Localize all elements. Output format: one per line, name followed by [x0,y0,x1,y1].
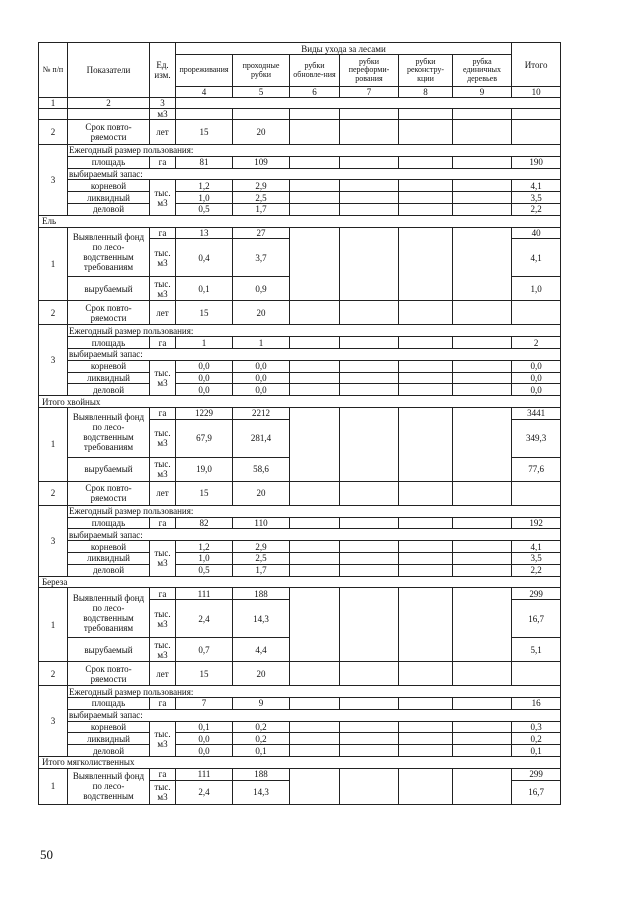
unit-cell: тыс. м3 [150,721,176,756]
unit-cell: лет [150,301,176,325]
empty-cell [399,721,453,733]
unit-cell: га [150,517,176,529]
empty-cell [340,372,399,384]
row-label: ликвидный [68,552,150,564]
value-cell: 7 [176,697,233,709]
empty-cell [340,733,399,745]
unit-cell: га [150,697,176,709]
total-cell: 4,1 [512,239,561,277]
value-cell: 20 [233,301,290,325]
row-number: 3 [39,686,68,757]
row-number: 3 [39,505,68,576]
unit-cell: тыс. м3 [150,180,176,215]
header-indicators: Показатели [68,43,150,98]
value-cell: 67,9 [176,419,233,457]
unit-cell: тыс. м3 [150,541,176,576]
row-label: Выявленный фонд по лесо-водственным [68,768,150,804]
empty-cell [39,109,68,120]
total-cell: 4,1 [512,180,561,192]
empty-cell [453,372,512,384]
value-cell: 1,7 [233,564,290,576]
empty-cell [290,203,340,215]
value-cell: 15 [176,120,233,145]
col-num-7: 7 [340,87,399,98]
empty-cell [290,721,340,733]
empty-cell [399,697,453,709]
col-num-8: 8 [399,87,453,98]
empty-cell [340,192,399,204]
value-cell: 1,0 [176,192,233,204]
empty-cell [512,120,561,145]
empty-cell [399,360,453,372]
empty-cell [290,180,340,192]
empty-cell [68,109,150,120]
value-cell: 0,0 [233,360,290,372]
row-label: корневой [68,541,150,553]
empty-cell [340,481,399,505]
empty-cell [290,192,340,204]
empty-cell [453,301,512,325]
empty-cell [453,721,512,733]
value-cell: 281,4 [233,419,290,457]
empty-cell [290,120,340,145]
value-cell: 4,4 [233,638,290,662]
empty-cell [290,360,340,372]
value-cell: 14,3 [233,780,290,804]
value-cell: 0,2 [233,721,290,733]
empty-cell [512,301,561,325]
empty-cell [453,768,512,804]
value-cell: 20 [233,481,290,505]
total-cell: 192 [512,517,561,529]
row-label: выбираемый запас: [68,168,561,180]
empty-cell [399,733,453,745]
row-label: корневой [68,721,150,733]
empty-cell [290,768,340,804]
empty-cell [512,662,561,686]
empty-cell [399,109,453,120]
header-care-types: Виды ухода за лесами [176,43,512,55]
value-cell: 1,2 [176,180,233,192]
col-num-3: 3 [150,98,176,109]
col-num-9: 9 [453,87,512,98]
empty-cell [399,337,453,349]
value-cell: 0,0 [176,745,233,757]
row-label: Выявленный фонд по лесо-водственным требованиям [68,227,150,277]
empty-cell [399,156,453,168]
empty-cell [453,697,512,709]
value-cell: 3,7 [233,239,290,277]
value-cell: 2212 [233,407,290,419]
value-cell: 0,0 [176,384,233,396]
empty-cell [453,227,512,301]
value-cell: 20 [233,662,290,686]
row-label: Срок повто-ряемости [68,662,150,686]
empty-cell [290,588,340,662]
unit-cell: тыс. м3 [150,239,176,277]
unit-cell: лет [150,120,176,145]
total-cell: 0,0 [512,360,561,372]
value-cell: 1,7 [233,203,290,215]
empty-cell [340,517,399,529]
value-cell: 1,2 [176,541,233,553]
forest-care-table [38,42,561,805]
empty-cell [290,384,340,396]
value-cell: 2,9 [233,180,290,192]
empty-cell [290,552,340,564]
total-cell: 5,1 [512,638,561,662]
row-label: деловой [68,203,150,215]
value-cell: 111 [176,588,233,600]
value-cell: 2,4 [176,780,233,804]
empty-cell [399,120,453,145]
empty-cell [512,109,561,120]
empty-cell [399,192,453,204]
value-cell: 27 [233,227,290,239]
empty-cell [340,180,399,192]
unit-cell: га [150,407,176,419]
total-cell: 0,0 [512,372,561,384]
empty-cell [340,109,399,120]
empty-cell [290,733,340,745]
empty-cell [453,192,512,204]
empty-cell [453,407,512,481]
empty-cell [233,109,290,120]
value-cell: 0,1 [233,745,290,757]
empty-cell [290,337,340,349]
header-thinning: прореживания [176,55,233,87]
value-cell: 0,0 [233,372,290,384]
unit-cell: га [150,337,176,349]
total-cell: 2,2 [512,203,561,215]
empty-cell [453,360,512,372]
empty-cell [453,203,512,215]
row-label: Ежегодный размер пользования: [68,325,561,337]
unit-cell: га [150,768,176,780]
value-cell: 14,3 [233,600,290,638]
empty-cell [340,301,399,325]
empty-cell [340,768,399,804]
unit-cell: тыс. м3 [150,457,176,481]
total-cell: 299 [512,588,561,600]
empty-cell [399,481,453,505]
empty-cell [399,384,453,396]
empty-cell [290,745,340,757]
empty-cell [290,541,340,553]
row-number: 1 [39,768,68,804]
empty-cell [453,109,512,120]
value-cell: 0,1 [176,277,233,301]
value-cell: 58,6 [233,457,290,481]
header-reconstruction: рубки реконстру-кции [399,55,453,87]
empty-cell [512,481,561,505]
empty-cell [340,203,399,215]
empty-cell [340,721,399,733]
total-cell: 16 [512,697,561,709]
header-passage: проходные рубки [233,55,290,87]
value-cell: 20 [233,120,290,145]
empty-cell [290,517,340,529]
unit-cell: тыс. м3 [150,780,176,804]
empty-cell [340,662,399,686]
empty-cell [399,662,453,686]
empty-cell [399,203,453,215]
col-num-6: 6 [290,87,340,98]
row-label: ликвидный [68,192,150,204]
empty-cell [340,360,399,372]
empty-cell [453,552,512,564]
empty-cell [340,564,399,576]
row-label: вырубаемый [68,277,150,301]
empty-cell [290,481,340,505]
row-label: выбираемый запас: [68,348,561,360]
unit-cell: га [150,156,176,168]
empty-cell [290,697,340,709]
value-cell: 13 [176,227,233,239]
empty-cell [290,156,340,168]
empty-cell [399,552,453,564]
empty-cell [453,120,512,145]
total-cell: 2,2 [512,564,561,576]
empty-cell [290,662,340,686]
page-number: 50 [40,847,53,862]
empty-cell [399,768,453,804]
col-num-4: 4 [176,87,233,98]
empty-cell [453,564,512,576]
empty-cell [340,120,399,145]
total-cell: 2 [512,337,561,349]
unit-cell: га [150,588,176,600]
row-label: выбираемый запас: [68,529,561,541]
empty-cell [290,407,340,481]
row-label: площадь [68,517,150,529]
row-label: корневой [68,180,150,192]
row-label: выбираемый запас: [68,709,561,721]
header-num: № п/п [39,43,68,98]
value-cell: 110 [233,517,290,529]
value-cell: 2,4 [176,600,233,638]
empty-cell [399,541,453,553]
section-spruce: Ель [39,215,561,227]
empty-cell [453,588,512,662]
unit-cell: тыс. м3 [150,638,176,662]
total-cell: 3,5 [512,192,561,204]
empty-cell [399,227,453,301]
value-cell: 188 [233,768,290,780]
header-spacer [176,98,561,109]
total-cell: 0,1 [512,745,561,757]
row-label: корневой [68,360,150,372]
empty-cell [340,227,399,301]
empty-cell [399,517,453,529]
empty-cell [453,733,512,745]
row-label: площадь [68,697,150,709]
header-reformation: рубки переформи-рования [340,55,399,87]
unit-cell: га [150,227,176,239]
row-number: 1 [39,588,68,662]
value-cell: 111 [176,768,233,780]
empty-cell [453,517,512,529]
value-cell: 1229 [176,407,233,419]
row-label: вырубаемый [68,457,150,481]
header-renewal: рубки обновле-ния [290,55,340,87]
empty-cell [399,301,453,325]
row-label: Ежегодный размер пользования: [68,145,561,157]
empty-cell [340,407,399,481]
empty-cell [399,372,453,384]
value-cell: 19,0 [176,457,233,481]
total-cell: 0,2 [512,733,561,745]
row-number: 1 [39,407,68,481]
value-cell: 0,2 [233,733,290,745]
empty-cell [290,227,340,301]
empty-cell [453,481,512,505]
unit-cell: м3 [150,109,176,120]
section-conifers-total: Итого хвойных [39,396,561,408]
row-label: Срок повто-ряемости [68,301,150,325]
empty-cell [340,697,399,709]
value-cell: 0,1 [176,721,233,733]
total-cell: 0,0 [512,384,561,396]
empty-cell [453,541,512,553]
unit-cell: тыс. м3 [150,419,176,457]
section-softwood-total: Итого мягколиственных [39,756,561,768]
total-cell: 1,0 [512,277,561,301]
empty-cell [399,588,453,662]
value-cell: 0,4 [176,239,233,277]
empty-cell [290,109,340,120]
empty-cell [453,662,512,686]
section-birch: Береза [39,576,561,588]
total-cell: 190 [512,156,561,168]
empty-cell [453,337,512,349]
value-cell: 0,0 [176,372,233,384]
value-cell: 109 [233,156,290,168]
row-label: Срок повто-ряемости [68,120,150,145]
row-label: деловой [68,384,150,396]
row-label: Выявленный фонд по лесо-водственным требованиям [68,588,150,638]
empty-cell [399,564,453,576]
total-cell: 349,3 [512,419,561,457]
row-number: 2 [39,481,68,505]
row-label: деловой [68,745,150,757]
value-cell: 15 [176,301,233,325]
total-cell: 16,7 [512,600,561,638]
value-cell: 1 [176,337,233,349]
value-cell: 0,0 [233,384,290,396]
empty-cell [340,745,399,757]
row-label: Выявленный фонд по лесо-водственным требованиям [68,407,150,457]
empty-cell [340,384,399,396]
row-label: ликвидный [68,733,150,745]
row-number: 2 [39,662,68,686]
empty-cell [340,552,399,564]
total-cell: 3441 [512,407,561,419]
value-cell: 15 [176,662,233,686]
empty-cell [453,156,512,168]
col-num-5: 5 [233,87,290,98]
total-cell: 299 [512,768,561,780]
row-number: 3 [39,325,68,396]
value-cell: 0,7 [176,638,233,662]
row-label: Ежегодный размер пользования: [68,686,561,698]
col-num-2: 2 [68,98,150,109]
row-label: ликвидный [68,372,150,384]
col-num-1: 1 [39,98,68,109]
value-cell: 0,5 [176,203,233,215]
value-cell: 0,0 [176,733,233,745]
col-num-10: 10 [512,87,561,98]
empty-cell [340,541,399,553]
empty-cell [399,407,453,481]
empty-cell [290,564,340,576]
empty-cell [176,109,233,120]
value-cell: 188 [233,588,290,600]
empty-cell [340,337,399,349]
row-label: Ежегодный размер пользования: [68,505,561,517]
empty-cell [453,384,512,396]
value-cell: 1 [233,337,290,349]
row-label: деловой [68,564,150,576]
unit-cell: тыс. м3 [150,600,176,638]
value-cell: 2,5 [233,552,290,564]
empty-cell [340,156,399,168]
total-cell: 3,5 [512,552,561,564]
header-unit: Ед. изм. [150,43,176,98]
unit-cell: лет [150,481,176,505]
row-number: 1 [39,227,68,301]
value-cell: 82 [176,517,233,529]
total-cell: 77,6 [512,457,561,481]
header-total: Итого [512,43,561,87]
value-cell: 0,5 [176,564,233,576]
total-cell: 4,1 [512,541,561,553]
value-cell: 0,9 [233,277,290,301]
empty-cell [399,180,453,192]
row-label: площадь [68,337,150,349]
empty-cell [290,301,340,325]
row-number: 2 [39,120,68,145]
value-cell: 81 [176,156,233,168]
row-label: Срок повто-ряемости [68,481,150,505]
empty-cell [290,372,340,384]
value-cell: 2,5 [233,192,290,204]
header-single-trees: рубка единичных деревьев [453,55,512,87]
total-cell: 16,7 [512,780,561,804]
total-cell: 0,3 [512,721,561,733]
empty-cell [453,745,512,757]
empty-cell [399,745,453,757]
value-cell: 0,0 [176,360,233,372]
value-cell: 15 [176,481,233,505]
row-number: 3 [39,145,68,216]
row-label: площадь [68,156,150,168]
total-cell: 40 [512,227,561,239]
value-cell: 9 [233,697,290,709]
unit-cell: лет [150,662,176,686]
empty-cell [453,180,512,192]
unit-cell: тыс. м3 [150,360,176,395]
value-cell: 2,9 [233,541,290,553]
empty-cell [340,588,399,662]
unit-cell: тыс. м3 [150,277,176,301]
value-cell: 1,0 [176,552,233,564]
row-number: 2 [39,301,68,325]
row-label: вырубаемый [68,638,150,662]
